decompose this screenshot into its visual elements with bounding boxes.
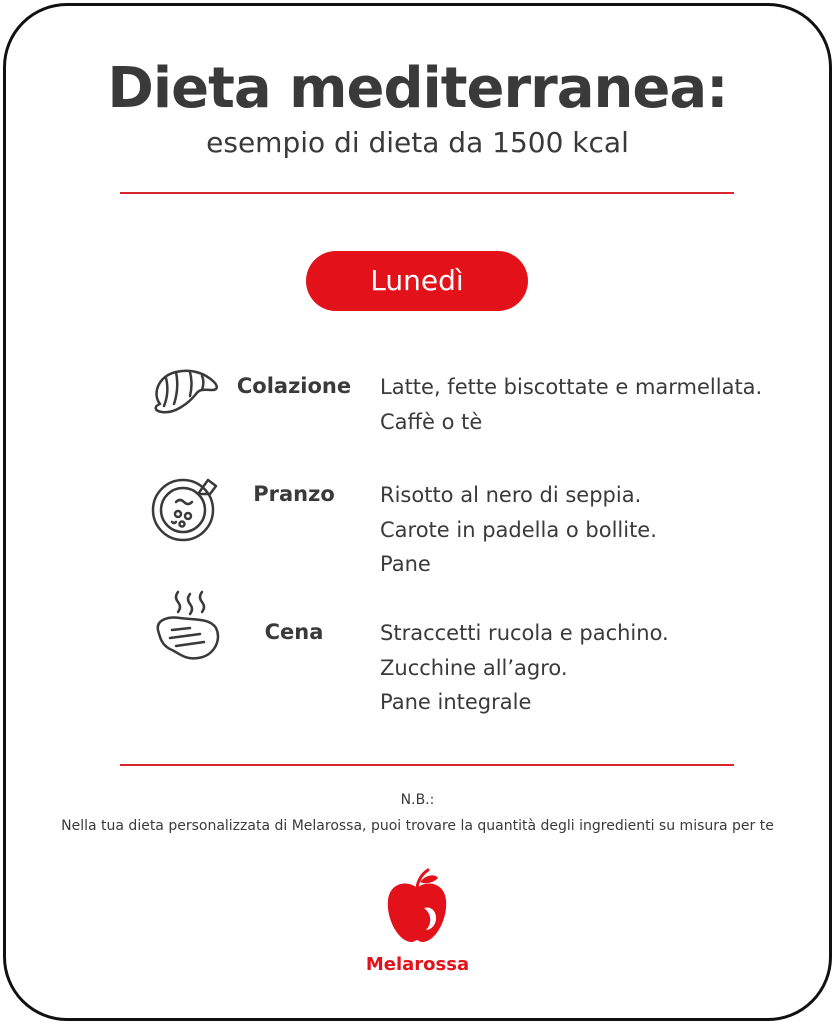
croissant-icon [148,364,222,418]
meal-description-cena [380,616,669,720]
page-subtitle: esempio di dieta da 1500 kcal [206,126,629,159]
footer-note: Nella tua dieta personalizzata di Melarossa, puoi trovare la quantità degli ingredienti su misura per te [61,818,774,834]
day-badge: Lunedì [306,251,528,311]
bottom-divider [120,764,734,766]
page-title: Dieta mediterranea: [107,56,728,121]
meal-description-pranzo [380,478,657,582]
brand-logo-text: Melarossa [365,954,470,975]
meal-line: Pane integrale [380,690,532,714]
meal-label-colazione: Colazione [236,374,352,398]
meal-line: Risotto al nero di seppia. [380,483,642,507]
risotto-plate-icon [150,472,222,542]
meal-line: Straccetti rucola e pachino. [380,621,669,645]
meal-description-colazione [380,370,762,439]
apple-icon [380,868,454,952]
meal-line: Zucchine all’agro. [380,655,568,680]
meal-line: Carote in padella o bollite. [380,517,657,542]
nb-label: N.B.: [400,792,435,808]
top-divider [120,192,734,194]
meal-line: Caffè o tè [380,409,483,434]
meal-label-pranzo: Pranzo [253,482,335,506]
meal-line: Latte, fette biscottate e marmellata. [380,375,763,399]
meal-line: Pane [380,552,431,576]
steak-icon [150,588,224,668]
meal-label-cena: Cena [264,620,324,644]
